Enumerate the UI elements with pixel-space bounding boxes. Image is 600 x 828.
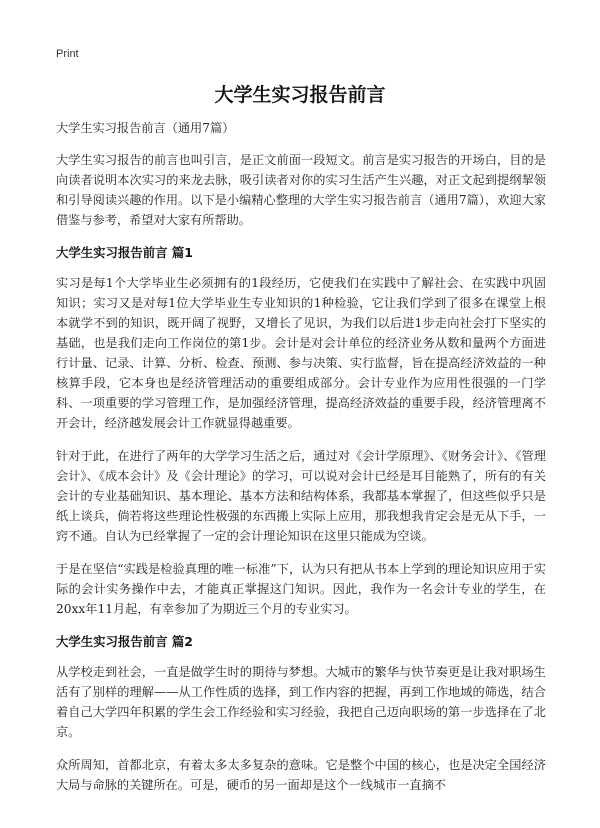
- section1-paragraph: 针对于此，在进行了两年的大学学习生活之后，通过对《会计学原理》、《财务会计》、《管理会计》、《成本会计》及《会计理论》的学习，可以说对会计已经是耳目能熟了，所有的有关会计的专业基础知识、基本理论、基本方法和结构体系，我都基本掌握了，但这些似乎只是纸上谈兵，倘若将这些理论性极强的东西搬上实际上应用，那我想我肯定会是无从下手，一窍不通。自认为已经掌握了一定的会计理论知识在这里只能成为空谈。: [56, 449, 546, 543]
- section2-paragraph: 众所周知，首都北京，有着太多太多复杂的意味。它是整个中国的核心，也是决定全国经济大局与命脉的关键所在。可是，硬币的另一面却是这个一线城市一直摘不: [56, 758, 546, 792]
- section1-paragraph: 于是在坚信“实践是检验真理的唯一标准”下，认为只有把从书本上学到的理论知识应用于实际的会计实务操作中去，才能真正掌握这门知识。因此，我作为一名会计专业的学生，在20xx年11月起，有幸参加了为期近三个月的专业实习。: [56, 562, 546, 616]
- section-heading-1: 大学生实习报告前言 篇1: [56, 245, 193, 260]
- section1-paragraph: 实习是每1个大学毕业生必须拥有的1段经历，它使我们在实践中了解社会、在实践中巩固知识；实习又是对每1位大学毕业生专业知识的1种检验，它让我们学到了很多在课堂上根本就学不到的知识，既开阔了视野，又增长了见识，为我们以后进1步走向社会打下坚实的基础，也是我们走向工作岗位的第1步。会计是对会计单位的经济业务从数和量两个方面进行计量、记录、计算、分析、检查、预测、参与决策、实行监督，旨在提高经济效益的一种核算手段，它本身也是经济管理活动的重要组成部分。会计专业作为应用性很强的一门学科、一项重要的学习管理工作，是加强经济管理，提高经济效益的重要手段，经济管理离不开会计，经济越发展会计工作就显得越重要。: [56, 276, 546, 430]
- article-body: [56, 118, 546, 808]
- article-subtitle: 大学生实习报告前言（通用7篇）: [56, 121, 235, 135]
- page-title: 大学生实习报告前言: [214, 84, 386, 106]
- print-link[interactable]: Print: [56, 48, 79, 60]
- section2-paragraph: 从学校走到社会，一直是做学生时的期待与梦想。大城市的繁华与快节奏更是让我对职场生活有了别样的理解——从工作性质的选择，到工作内容的把握，再到工作地域的筛选，结合着自己大学四年积累的学生会工作经验和实习经验，我把自己迈向职场的第一步选择在了北京。: [56, 665, 546, 739]
- section-heading-2: 大学生实习报告前言 篇2: [56, 634, 193, 649]
- intro-paragraph: 大学生实习报告的前言也叫引言，是正文前面一段短文。前言是实习报告的开场白，目的是向读者说明本次实习的来龙去脉，吸引读者对你的实习生活产生兴趣，对正文起到提纲挈领和引导阅读兴趣的作用。以下是小编精心整理的大学生实习报告前言（通用7篇），欢迎大家借鉴与参考，希望对大家有所帮助。: [56, 153, 546, 227]
